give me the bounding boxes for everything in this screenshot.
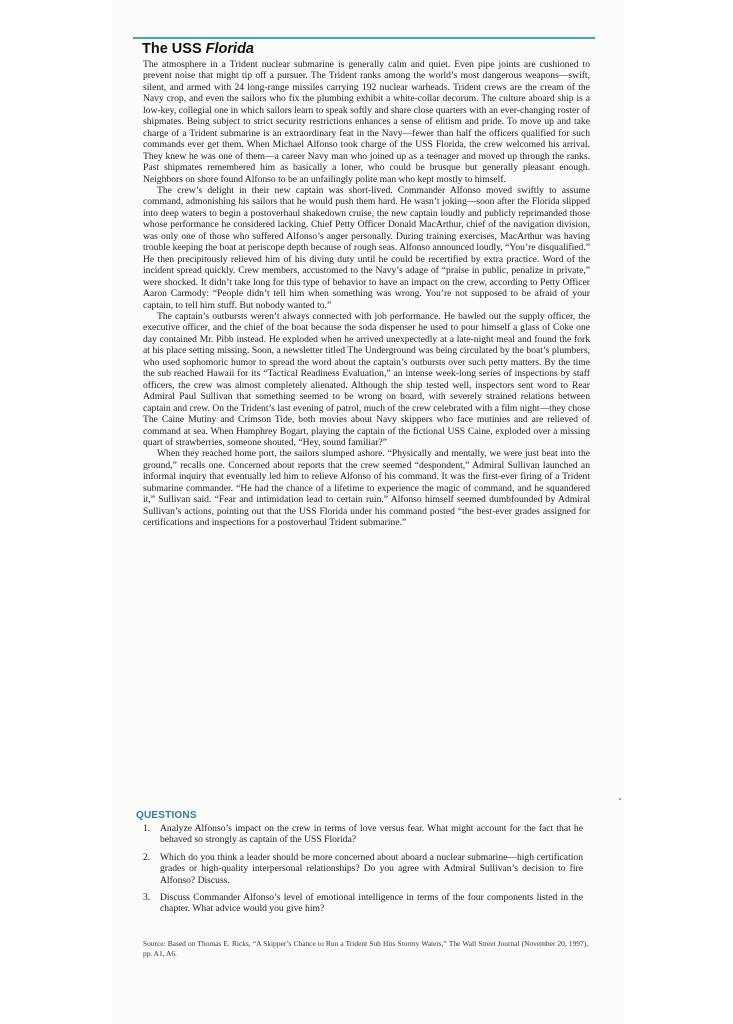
ship-name: Florida bbox=[205, 41, 254, 57]
question-text: Which do you think a leader should be more concerned about aboard a nuclear submarine—high certification grades or high-quality interpersonal relationships? Do you agree with Admiral Sullivan’s decision to fire Alfonso? Discuss. bbox=[160, 851, 583, 886]
case-title: The USS Florida bbox=[142, 41, 254, 57]
case-body bbox=[143, 59, 590, 529]
paragraph: When they reached home port, the sailors slumped ashore. “Physically and mentally, we were just beat into the ground,” recalls one. Concerned about reports that the crew seemed “despondent,” Admiral Sullivan launched an informal inquiry that eventually led him to relieve Alfonso of his command. It was the first-ever firing of a Trident submarine commander. “He had the chance of a lifetime to experience the magic of command, and he squandered it,” Sullivan said. “Fear and intimidation lead to certain ruin.” Alfonso himself seemed dumbfounded by Admiral Sullivan’s actions, pointing out that the USS Florida under his command posted “the best-ever grades assigned for certifications and inspections for a postoverhaul Trident submarine.” bbox=[143, 448, 590, 529]
paragraph: The captain’s outbursts weren’t always connected with job performance. He bawled out the supply officer, the executive officer, and the chief of the boat because the soda dispenser he used to pour himself a glass of Coke one day contained Mr. Pibb instead. He exploded when he arrived unexpectedly at a late-night meal and found the fork at his place setting missing. Soon, a newsletter titled The Underground was being circulated by the boat’s plumbers, who used sophomoric humor to spread the word about the captain’s outbursts over such petty matters. By the time the sub reached Hawaii for its “Tactical Readiness Evaluation,” an intense week-long series of inspections by staff officers, the crew was almost completely alienated. Although the ship tested well, inspectors sent word to Rear Admiral Paul Sullivan that something seemed to be wrong on board, with severely strained relations between captain and crew. On the Trident’s last evening of patrol, much of the crew celebrated with a film night—they chose The Caine Mutiny and Crimson Tide, both movies about Navy skippers who face mutinies and are relieved of command at sea. When Humphrey Bogart, playing the captain of the fictional USS Caine, exploded over a missing quart of strawberries, someone shouted, “Hey, sound familiar?” bbox=[143, 310, 590, 448]
question-text: Analyze Alfonso’s impact on the crew in terms of love versus fear. What might account for the fact that he behaved so strongly as captain of the USS Florida? bbox=[160, 823, 583, 846]
question-number: 3. bbox=[143, 892, 151, 904]
section-rule bbox=[133, 37, 595, 39]
question-number: 1. bbox=[143, 823, 151, 834]
questions-list bbox=[143, 823, 583, 921]
scan-mark bbox=[619, 798, 621, 800]
question-number: 2. bbox=[143, 851, 151, 863]
paragraph: The crew’s delight in their new captain was short-lived. Commander Alfonso moved swiftly to assume command, admonishing his sailors that he would push them hard. He wasn’t joking—soon after the Florida slipped into deep waters to begin a postoverhaul shakedown cruise, the new captain loudly and publicly reprimanded those whose performance he considered lacking. Chief Petty Officer Donald MacArthur, chief of the navigation division, was only one of those who suffered Alfonso’s anger personally. During training exercises, MacArthur was having trouble keeping the boat at periscope depth because of rough seas. Alfonso announced loudly, “You’re disqualified.” He then precipitously relieved him of his diving duty until he could be recertified by extra practice. Word of the incident spread quickly. Crew members, accustomed to the Navy’s adage of “praise in public, penalize in private,” were shocked. It didn’t take long for this type of behavior to have an impact on the crew, according to Petty Officer Aaron Carmody: “People didn’t tell him when something was wrong. You’re not supposed to be afraid of your captain, to tell him stuff. But nobody wanted to.” bbox=[143, 184, 590, 311]
paragraph: The atmosphere in a Trident nuclear submarine is generally calm and quiet. Even pipe joints are cushioned to prevent noise that might tip off a pursuer. The Trident ranks among the world’s most dangerous weapons—swift, silent, and armed with 24 long-range missiles carrying 192 nuclear warheads. Trident crews are the cream of the Navy crop, and even the sailors who fix the plumbing exhibit a white-collar decorum. The culture aboard ship is a low-key, collegial one in which sailors learn to speak softly and share close quarters with an ever-changing roster of shipmates. Being subject to strict security restrictions enhances a sense of elitism and pride. To move up and take charge of a Trident submarine is an extraordinary feat in the Navy—fewer than half the officers qualified for such commands ever get them. When Michael Alfonso took charge of the USS Florida, the crew welcomed his arrival. They knew he was one of them—a career Navy man who joined up as a teenager and moved up through the ranks. Past shipmates remembered him as basically a loner, who could be brusque but generally pleasant enough. Neighbors on shore found Alfonso to be an unfailingly polite man who kept mostly to himself. bbox=[143, 59, 590, 185]
question-item bbox=[143, 823, 583, 846]
question-item bbox=[143, 852, 583, 886]
question-text: Discuss Commander Alfonso’s level of emotional intelligence in terms of the four components listed in the chapter. What advice would you give him? bbox=[160, 892, 583, 915]
source-citation: Source: Based on Thomas E. Ricks, “A Skipper’s Chance to Run a Trident Sub Hits Stormy Waters,” The Wall Street Journal (November 20, 1997), pp. A1, A6. bbox=[143, 939, 588, 958]
question-item bbox=[143, 892, 583, 915]
questions-heading: QUESTIONS bbox=[136, 810, 197, 821]
